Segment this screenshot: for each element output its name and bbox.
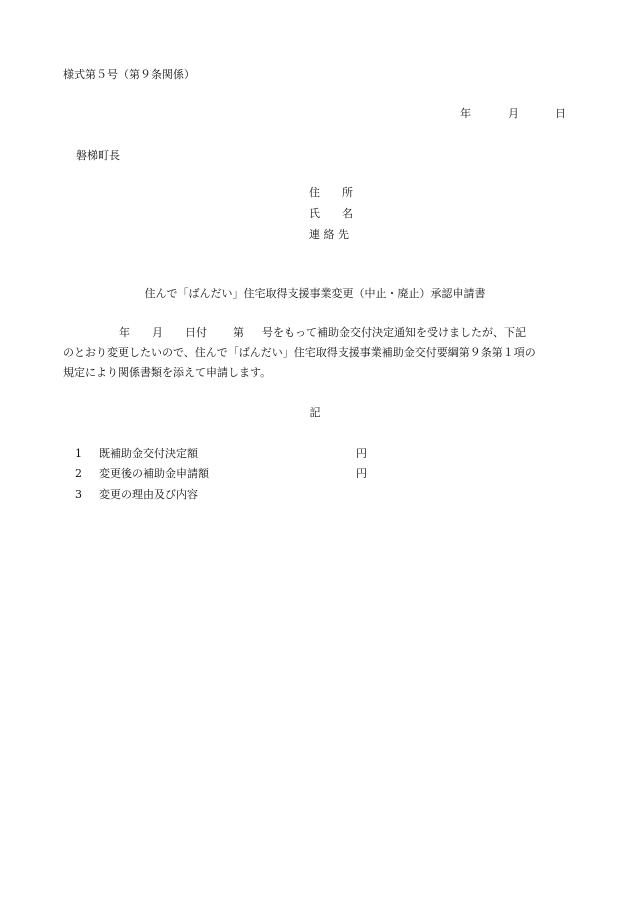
list-item xyxy=(75,489,198,500)
item-number: 1 xyxy=(75,447,82,460)
contact-label: 連 絡 先 xyxy=(309,228,349,241)
item-label: 変更の理由及び内容 xyxy=(99,488,198,501)
body-day: 日付 xyxy=(185,326,207,339)
address-label: 住 所 xyxy=(309,186,353,199)
list-item xyxy=(75,448,198,459)
body-number: 第 xyxy=(233,326,244,339)
item-number: 2 xyxy=(75,467,82,480)
recipient: 磐梯町長 xyxy=(76,149,120,162)
date-day-label: 日 xyxy=(555,107,566,120)
body-line-3: 規定により関係書類を添えて申請します。 xyxy=(63,366,272,379)
ki-heading: 記 xyxy=(309,406,321,419)
item-label: 変更後の補助金申請額 xyxy=(99,467,209,480)
body-month: 月 xyxy=(152,326,163,339)
form-number: 様式第５号（第９条関係） xyxy=(63,68,195,81)
date-year-label: 年 xyxy=(460,107,471,120)
item-label: 既補助金交付決定額 xyxy=(99,447,198,460)
body-line-1-rest: 号をもって補助金交付決定通知を受けましたが、下記 xyxy=(262,326,526,339)
list-item xyxy=(75,468,209,479)
body-year: 年 xyxy=(119,326,130,339)
date-month-label: 月 xyxy=(508,107,519,120)
body-line-1 xyxy=(63,323,568,343)
item-number: 3 xyxy=(75,488,82,501)
document-title: 住んで「ばんだい」住宅取得支援事業変更（中止・廃止）承認申請書 xyxy=(144,287,486,300)
item-unit: 円 xyxy=(356,467,367,480)
body-line-2: のとおり変更したいので、住んで「ばんだい」住宅取得支援事業補助金交付要綱第９条第１項の xyxy=(63,346,536,359)
item-unit: 円 xyxy=(356,447,367,460)
name-label: 氏 名 xyxy=(309,207,353,220)
body-paragraph xyxy=(63,323,568,383)
